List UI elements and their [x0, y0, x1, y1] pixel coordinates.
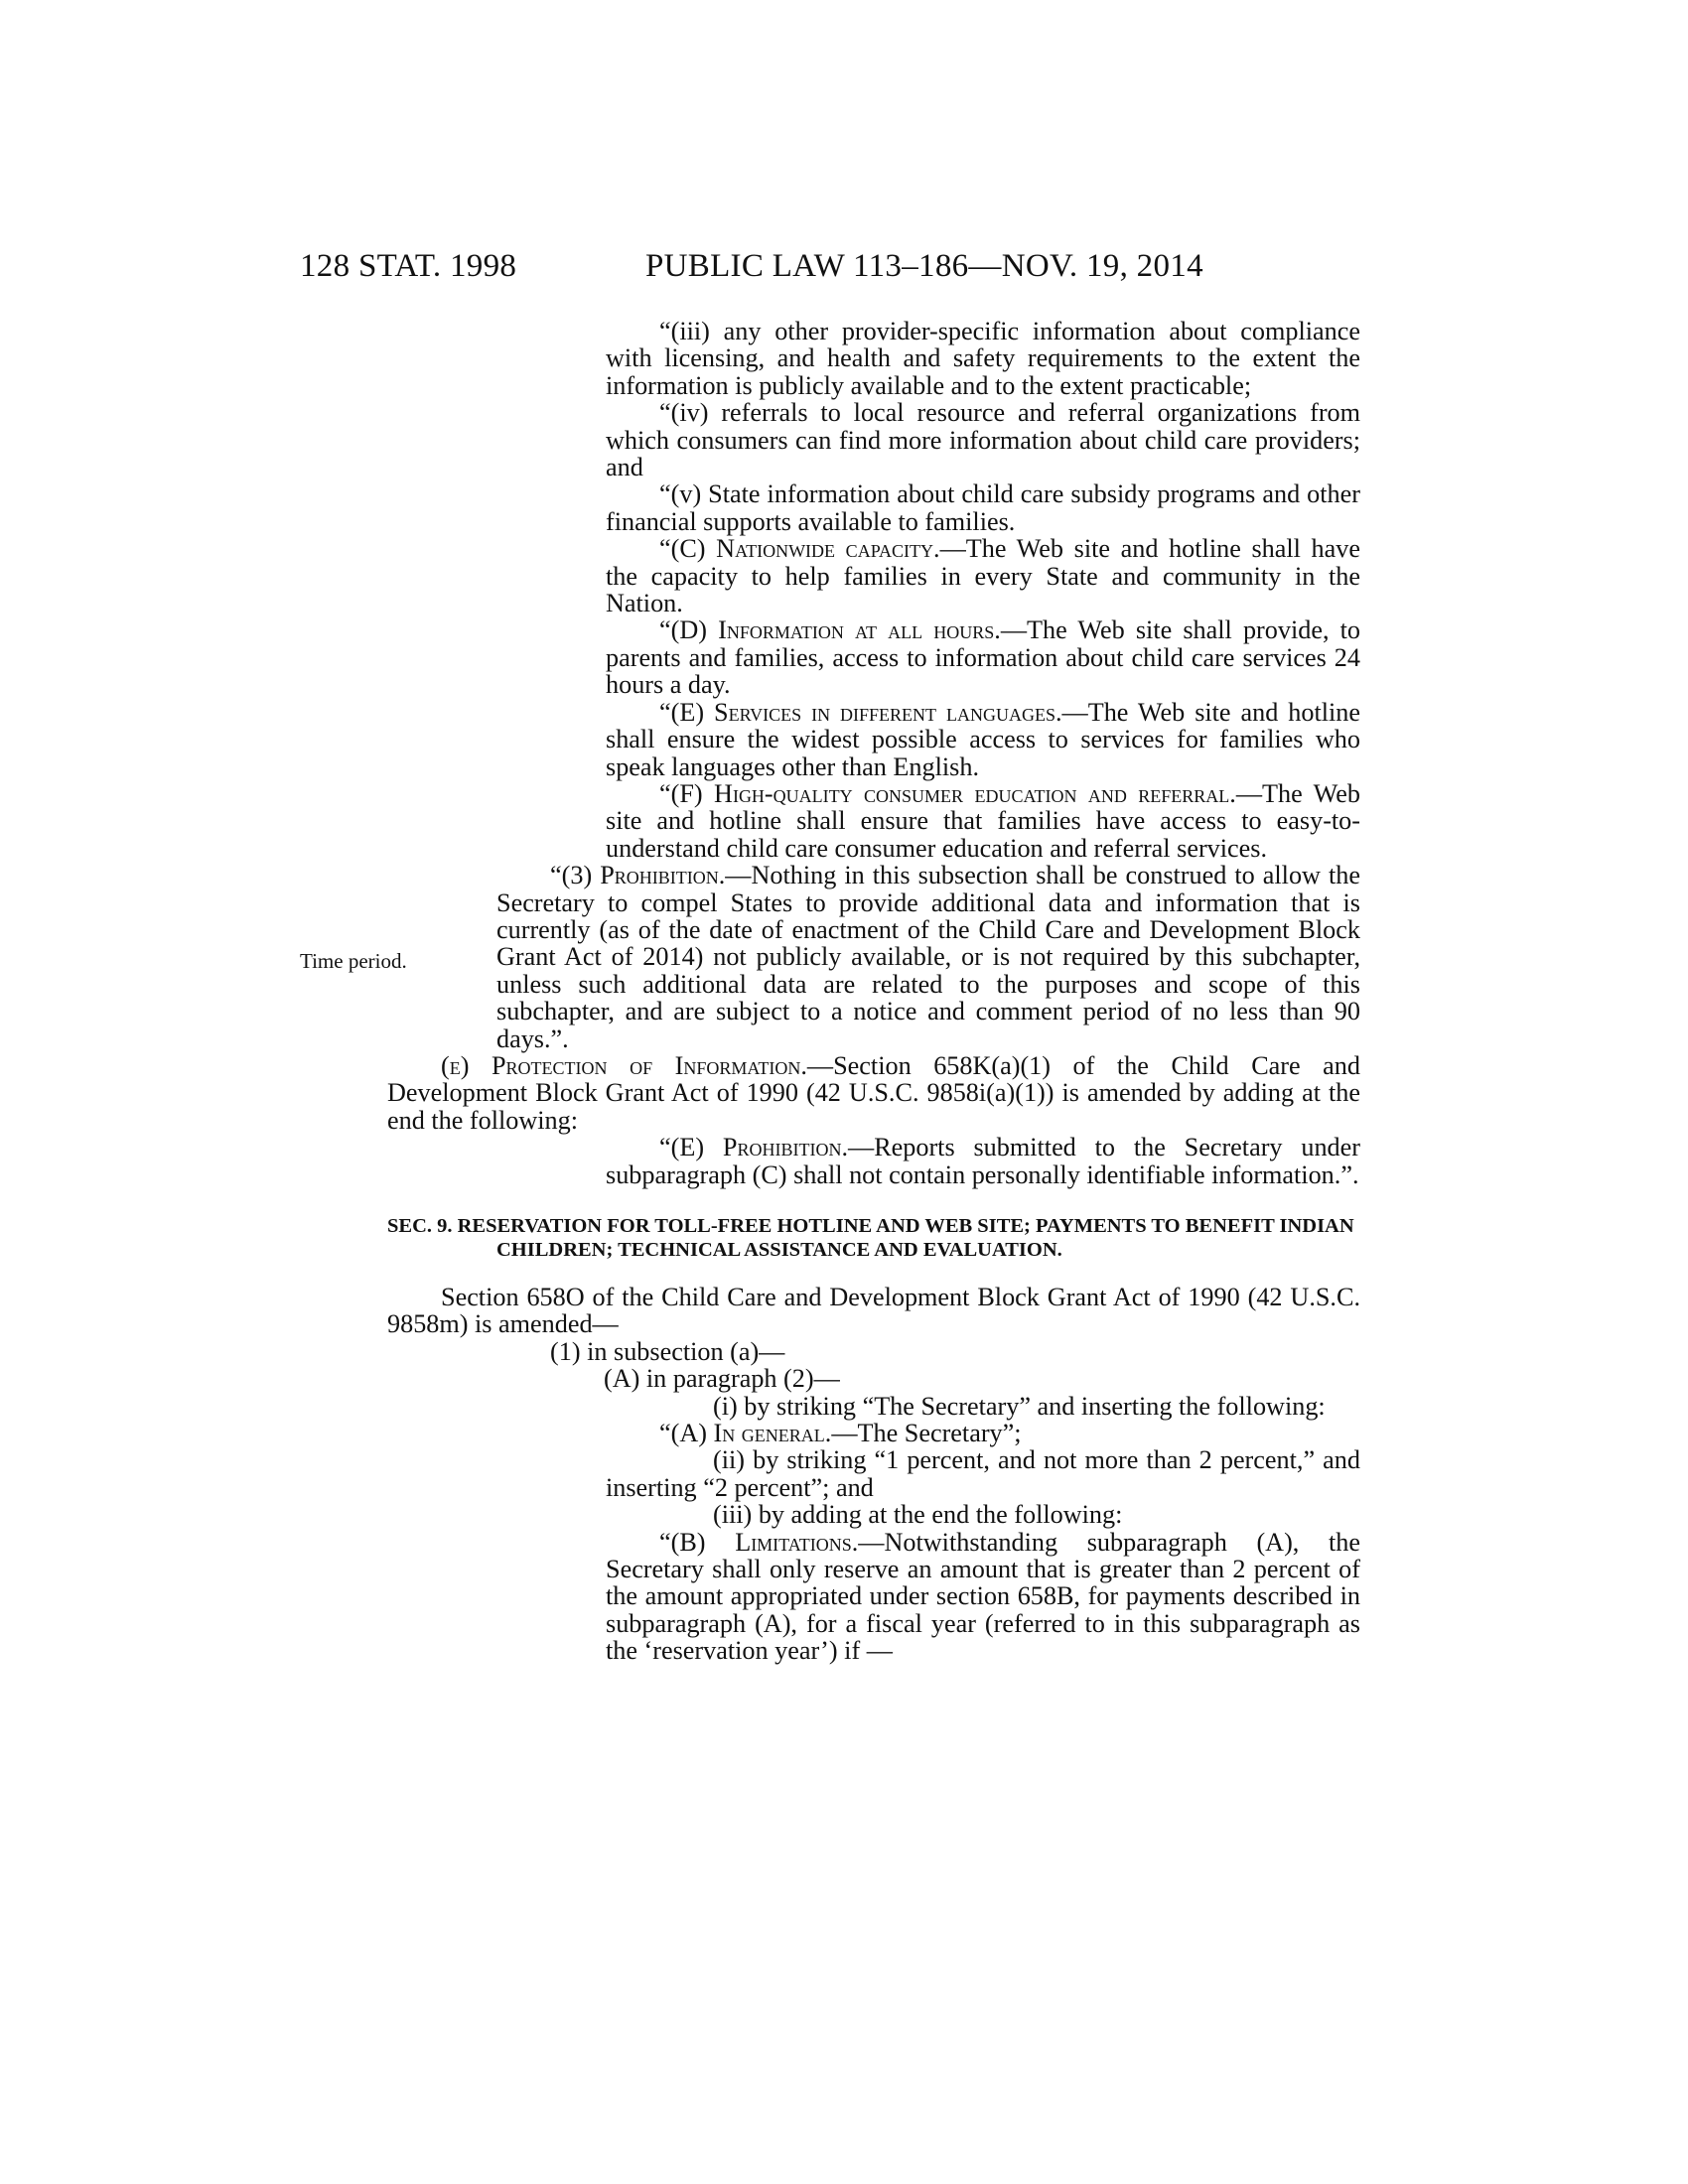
subpara-e-text: —The Web site and hotline shall ensure the widest possible access to services for families who speak languages other than English.: [606, 697, 1360, 781]
subsection-e-heading: (e) Protection of Information.: [441, 1050, 807, 1080]
item-iii: (iii) by adding at the end the following:: [713, 1500, 1123, 1530]
subpara-e: [496, 699, 1360, 780]
clause-iii: “(iii) any other provider-specific information about compliance with licensing, and health and safety requirements to the extent the information is publicly available and to the extent practicable;: [606, 317, 1360, 400]
subpara-e-heading: “(E) Services in different languages.: [659, 697, 1062, 727]
paragraph-3-heading: “(3) Prohibition.: [550, 861, 726, 890]
subpara-f-heading: “(F) High-quality consumer education and referral.: [659, 778, 1236, 808]
subpara-e-prohibition-heading: “(E) Prohibition.: [659, 1133, 848, 1162]
subpara-c-text: —The Web site and hotline shall have the capacity to help families in every State and community in the Nation.: [606, 534, 1360, 618]
running-header: PUBLIC LAW 113–186—NOV. 19, 2014: [645, 248, 1203, 284]
item-1: (1) in subsection (a)—: [550, 1336, 785, 1366]
section-9-intro: Section 658O of the Child Care and Development Block Grant Act of 1990 (42 U.S.C. 9858m) is amended—: [387, 1283, 1360, 1339]
paragraph-3-text: —Nothing in this subsection shall be construed to allow the Secretary to compel States to provide additional data and information that is currently (as of the date of enactment of the Child Care and Development Block Grant Act of 2014) not publicly available, or is not required by this subchapter, unless such additional data are related to the purposes and scope of this subchapter, and are subject to a notice and comment period of no less than 90 days.”.: [496, 861, 1360, 1053]
clause-iv: “(iv) referrals to local resource and referral organizations from which consumers can find more information about child care providers; and: [606, 398, 1360, 482]
subpara-f: [496, 780, 1360, 862]
item-b-limitations-text: —Notwithstanding subparagraph (A), the Secretary shall only reserve an amount that is greater than 2 percent of the amount appropriated under section 658B, for payments described in subparagraph (A), for a fiscal year (referred to in this subparagraph as the ‘reservation year’) if —: [606, 1527, 1361, 1666]
item-a-in-general-text: —The Secretary”;: [831, 1419, 1022, 1448]
page-stat-number: 128 STAT. 1998: [300, 248, 517, 284]
subpara-e-prohibition-text: —Reports submitted to the Secretary under subparagraph (C) shall not contain personally identifiable information.”.: [606, 1133, 1360, 1189]
subpara-f-text: —The Web site and hotline shall ensure that families have access to easy-to-understand child care consumer education and referral services.: [606, 778, 1360, 863]
subpara-d-heading: “(D) Information at all hours.: [659, 615, 1001, 645]
subsection-e: [387, 1052, 1360, 1134]
item-a: (A) in paragraph (2)—: [604, 1364, 840, 1394]
item-i: (i) by striking “The Secretary” and inserting the following:: [713, 1391, 1326, 1421]
item-b-limitations-heading: “(B) Limitations.: [659, 1527, 859, 1557]
subpara-c-heading: “(C) Nationwide capacity.: [659, 534, 940, 564]
item-ii: (ii) by striking “1 percent, and not more than 2 percent,” and inserting “2 percent”; and: [606, 1445, 1360, 1502]
subpara-d: [496, 616, 1360, 698]
margin-note: Time period.: [300, 949, 407, 973]
subsection-e-text: —Section 658K(a)(1) of the Child Care and Development Block Grant Act of 1990 (42 U.S.C. 9858i(a)(1)) is amended by adding at the end the following:: [387, 1050, 1360, 1135]
subpara-e-prohibition: [496, 1134, 1360, 1188]
subpara-d-text: —The Web site shall provide, to parents and families, access to information about child care services 24 hours a day.: [606, 615, 1360, 700]
subpara-c: [496, 535, 1360, 616]
item-b-limitations: [496, 1529, 1360, 1665]
paragraph-3-prohibition: [496, 862, 1360, 1052]
item-a-in-general: [496, 1420, 1360, 1446]
document-body: [387, 317, 1361, 1666]
clause-v: “(v) State information about child care subsidy programs and other financial supports available to families.: [606, 479, 1360, 536]
section-9-heading: SEC. 9. RESERVATION FOR TOLL-FREE HOTLINE AND WEB SITE; PAYMENTS TO BENEFIT INDIAN CHILDREN; TECHNICAL ASSISTANCE AND EVALUATION.: [387, 1215, 1354, 1261]
item-a-in-general-heading: “(A) In general.: [659, 1419, 832, 1448]
